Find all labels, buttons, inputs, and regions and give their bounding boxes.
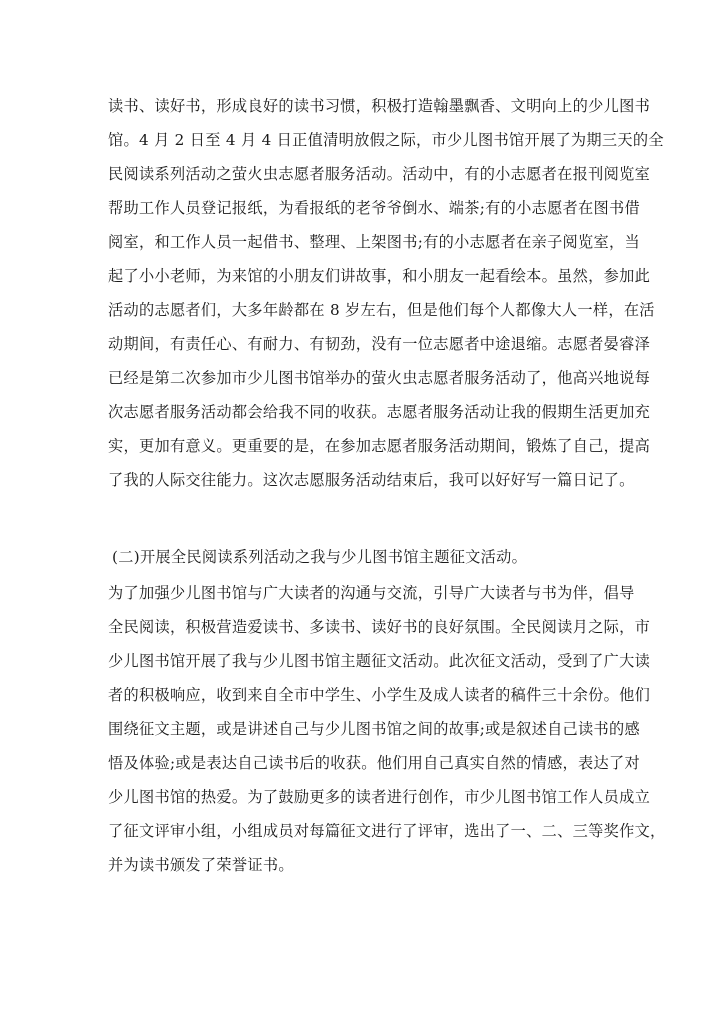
text-line: 者的积极响应，收到来自全市中学生、小学生及成人读者的稿件三十余份。他们	[108, 686, 651, 704]
text-line: 少儿图书馆的热爱。为了鼓励更多的读者进行创作，市少儿图书馆工作人员成立	[108, 788, 651, 806]
paragraph-volunteer-activity	[108, 89, 664, 497]
text-line: 起了小小老师，为来馆的小朋友们讲故事，和小朋友一起看绘本。虽然，参加此	[108, 267, 651, 285]
text-line: 并为读书颁发了荣誉证书。	[108, 856, 294, 874]
text-line: 阅室，和工作人员一起借书、整理、上架图书;有的小志愿者在亲子阅览室，当	[108, 233, 640, 251]
text-line: 为了加强少儿图书馆与广大读者的沟通与交流，引导广大读者与书为伴，倡导	[108, 584, 635, 602]
text-line: 帮助工作人员登记报纸，为看报纸的老爷爷倒水、端茶;有的小志愿者在图书借	[108, 199, 640, 217]
text-line: 民阅读系列活动之萤火虫志愿者服务活动。活动中，有的小志愿者在报刊阅览室	[108, 165, 651, 183]
text-line: 悟及体验;或是表达自己读书后的收获。他们用自己真实自然的情感，表达了对	[108, 754, 640, 772]
text-line: 已经是第二次参加市少儿图书馆举办的萤火虫志愿者服务活动了，他高兴地说每	[108, 369, 651, 387]
section-heading-essay-activity	[108, 540, 614, 574]
text-line: 次志愿者服务活动都会给我不同的收获。志愿者服务活动让我的假期生活更加充	[108, 403, 651, 421]
text-line: 了我的人际交往能力。这次志愿服务活动结束后，我可以好好写一篇日记了。	[108, 471, 635, 489]
section-heading: (二)开展全民阅读系列活动之我与少儿图书馆主题征文活动。	[112, 548, 528, 566]
text-line: 馆。4 月 2 日至 4 月 4 日正值清明放假之际，市少儿图书馆开展了为期三天的全	[108, 131, 664, 149]
text-line: 全民阅读，积极营造爱读书、多读书、读好书的良好氛围。全民阅读月之际，市	[108, 618, 651, 636]
text-line: 动期间，有责任心、有耐力、有韧劲，没有一位志愿者中途退缩。志愿者晏睿泽	[108, 335, 651, 353]
text-line: 了征文评审小组，小组成员对每篇征文进行了评审，选出了一、二、三等奖作文，	[108, 822, 666, 840]
text-line: 活动的志愿者们，大多年龄都在 8 岁左右，但是他们每个人都像大人一样，在活	[108, 301, 655, 319]
paragraph-essay-activity	[108, 576, 666, 882]
text-line: 实，更加有意义。更重要的是，在参加志愿者服务活动期间，锻炼了自己，提高	[108, 437, 651, 455]
text-line: 读书、读好书，形成良好的读书习惯，积极打造翰墨飘香、文明向上的少儿图书	[108, 97, 651, 115]
text-line: 少儿图书馆开展了我与少儿图书馆主题征文活动。此次征文活动，受到了广大读	[108, 652, 651, 670]
text-line: 围绕征文主题，或是讲述自己与少儿图书馆之间的故事;或是叙述自己读书的感	[108, 720, 640, 738]
